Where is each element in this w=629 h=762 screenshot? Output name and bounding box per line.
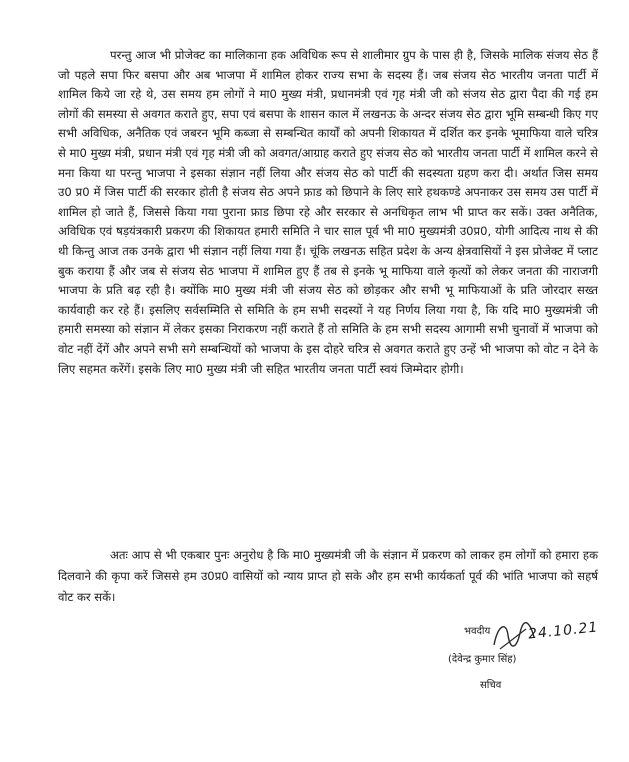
- signatory-name: (देवेन्द्र कुमार सिंह): [448, 654, 517, 665]
- signatory-designation: सचिव: [480, 680, 502, 691]
- closing-salutation: भवदीय: [464, 626, 491, 637]
- signature-block: [448, 615, 618, 695]
- handwritten-date: 24.10.21: [527, 619, 599, 643]
- letter-paragraph-2: अतः आप से भी एकबार पुनः अनुरोध है कि मा0 मुख्यमंत्री जी के संज्ञान में प्रकरण को लाकर हम लोगों को हमारा हक दिलवाने की कृपा करें जिससे हम उ0प्र0 वासियों को न्याय प्राप्त हो सके और हम सभी कार्यकर्ता पूर्व की भांति भाजपा को सहर्ष वोट कर सकें।: [58, 548, 598, 604]
- letter-paragraph-1: परन्तु आज भी प्रोजेक्ट का मालिकाना हक अविधिक रूप से शालीमार ग्रुप के पास ही है, जिसके मालिक संजय सेठ हैं जो पहले सपा फिर बसपा और अब भाजपा में शामिल होकर राज्य सभा के सदस्य हैं। जब संजय सेठ भारतीय जनता पार्टी में शामिल किये जा रहे थे, उस समय हम लोगों ने मा0 मुख्य मंत्री, प्रधानमंत्री एवं गृह मंत्री जी को संजय सेठ द्वारा पैदा की गई हम लोगों की समस्या से अवगत कराते हुए, सपा एवं बसपा के शासन काल में लखनऊ के अन्दर संजय सेठ द्वारा भूमि सम्बन्धी किए गए सभी अविधिक, अनैतिक एवं जबरन भूमि कब्जा से सम्बन्धित कार्यों को अपनी शिकायत में दर्शित कर इनके भूमाफिया वाले चरित्र से मा0 मुख्य मंत्री, प्रधान मंत्री एवं गृह मंत्री जी को अवगत/आग्राह कराते हुए संजय सेठ को भारतीय जनता पार्टी में शामिल करने से मना किया था परन्तु भाजपा ने इसका संज्ञान नहीं लिया और संजय सेठ को पार्टी की सदस्यता ग्रहण करा दी। अर्थात जिस समय उ0 प्र0 में जिस पार्टी की सरकार होती है संजय सेठ अपने फ्राड को छिपाने के लिए सारे हथकण्डे अपनाकर उस समय उस पार्टी में शामिल हो जाते हैं, जिससे किया गया पुराना फ्राड छिपा रहे और सरकार से अनधिकृत लाभ भी प्राप्त कर सकें। उक्त अनैतिक, अविधिक एवं षड़यंत्रकारी प्रकरण की शिकायत हमारी समिति ने चार साल पूर्व भी मा0 मुख्यमंत्री उ0प्र0, योगी आदित्य नाथ से की थी किन्तु आज तक उनके द्वारा भी संज्ञान नहीं लिया गया हैं। चूंकि लखनऊ सहित प्रदेश के अन्य क्षेत्रवासियों ने इस प्रोजेक्ट में प्लाट बुक कराया हैं और जब से संजय सेठ भाजपा में शामिल हुए हैं तब से इनके भू माफिया वाले कृत्यों को लेकर जनता की नाराजगी भाजपा के प्रति बढ़ रही है। क्योंकि मा0 मुख्य मंत्री जी संजय सेठ को छोड़कर और सभी भू माफियाओं के प्रति जोरदार सख्त कार्यवाही कर रहे हैं। इसलिए सर्वसम्मिति से समिति के हम सभी सदस्यों ने यह निर्णय लिया गया है, कि यदि मा0 मुख्यमंत्री जी हमारी समस्या को संज्ञान में लेकर इसका निराकरण नहीं कराते हैं तो समिति के हम सभी सदस्य आगामी सभी चुनावों में भाजपा को वोट नहीं देंगें और अपने सभी सगे सम्बन्धियों को भाजपा के इस दोहरे चरित्र से अवगत कराते हुए उन्हें भी भाजपा को वोट न देने के लिए सहमत करेंगें। इसके लिए मा0 मुख्य मंत्री जी सहित भारतीय जनता पार्टी स्वयं जिम्मेदार होगी।: [58, 48, 598, 376]
